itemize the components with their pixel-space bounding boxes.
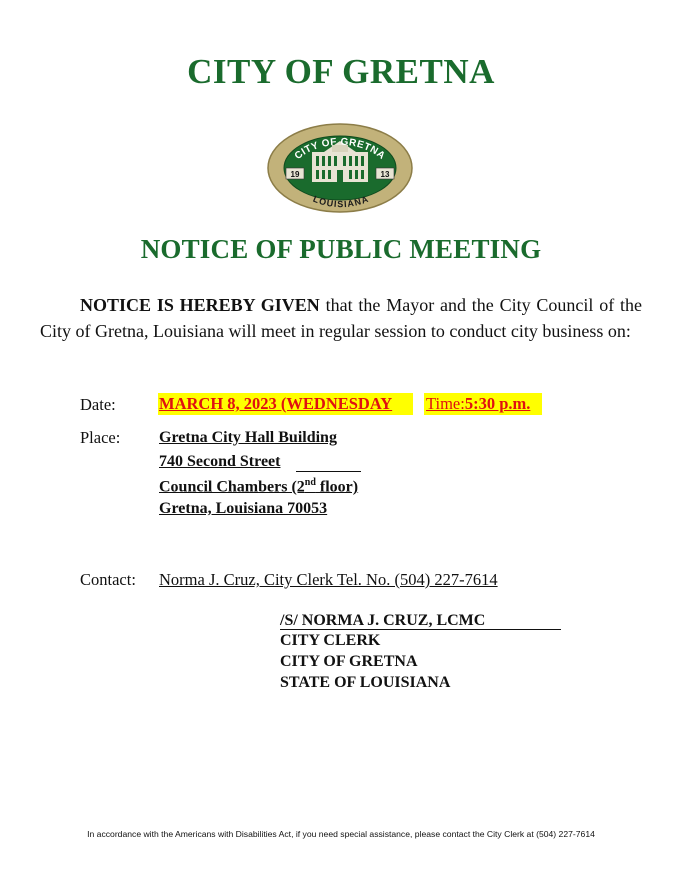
signature-name: /S/ NORMA J. CRUZ, LCMC bbox=[280, 612, 486, 629]
signature-underline bbox=[280, 629, 561, 630]
contact-label: Contact: bbox=[80, 570, 136, 589]
place-street: 740 Second Street bbox=[159, 453, 281, 470]
place-label: Place: bbox=[80, 428, 121, 447]
meeting-time bbox=[426, 394, 530, 414]
signature-state: STATE OF LOUISIANA bbox=[280, 674, 451, 691]
svg-text:CITY OF GRETNA bbox=[293, 137, 387, 162]
ada-footer: In accordance with the Americans with Disabilities Act, if you need special assistance, please contact the City Clerk at (504) 227-7614 bbox=[87, 829, 595, 839]
notice-body: that the Mayor and the City Council of the City of Gretna, Louisiana will meet in regular session to conduct city business on: bbox=[40, 295, 642, 341]
time-label: Time: bbox=[426, 394, 465, 413]
city-seal-text bbox=[266, 122, 414, 214]
place-room bbox=[159, 477, 358, 496]
seal-bottom-text: LOUISIANA bbox=[311, 193, 371, 210]
meeting-date: MARCH 8, 2023 (WEDNESDAY bbox=[159, 394, 393, 413]
notice-intro bbox=[40, 292, 642, 344]
street-underline bbox=[296, 471, 361, 472]
place-room-text: Council Chambers (2 bbox=[159, 478, 305, 496]
date-label: Date: bbox=[80, 395, 116, 414]
notice-heading: NOTICE OF PUBLIC MEETING bbox=[140, 234, 542, 264]
place-room-sup: nd bbox=[304, 477, 316, 488]
svg-text:LOUISIANA bbox=[312, 194, 371, 209]
seal-top-text: CITY OF GRETNA bbox=[292, 136, 388, 162]
page-title: CITY OF GRETNA bbox=[187, 52, 495, 91]
notice-lead: NOTICE IS HEREBY GIVEN bbox=[80, 295, 320, 315]
time-value: 5:30 p.m. bbox=[464, 394, 531, 413]
place-city: Gretna, Louisiana 70053 bbox=[159, 500, 328, 517]
contact-value: Norma J. Cruz, City Clerk Tel. No. (504) 227-7614 bbox=[159, 570, 498, 589]
seal-year-left: 19 bbox=[290, 170, 300, 179]
signature-title: CITY CLERK bbox=[280, 632, 381, 649]
place-room-floor: floor) bbox=[315, 478, 359, 496]
city-seal bbox=[266, 122, 414, 214]
seal-year-right: 13 bbox=[380, 170, 390, 179]
signature-city: CITY OF GRETNA bbox=[280, 653, 418, 670]
place-building: Gretna City Hall Building bbox=[159, 429, 337, 446]
